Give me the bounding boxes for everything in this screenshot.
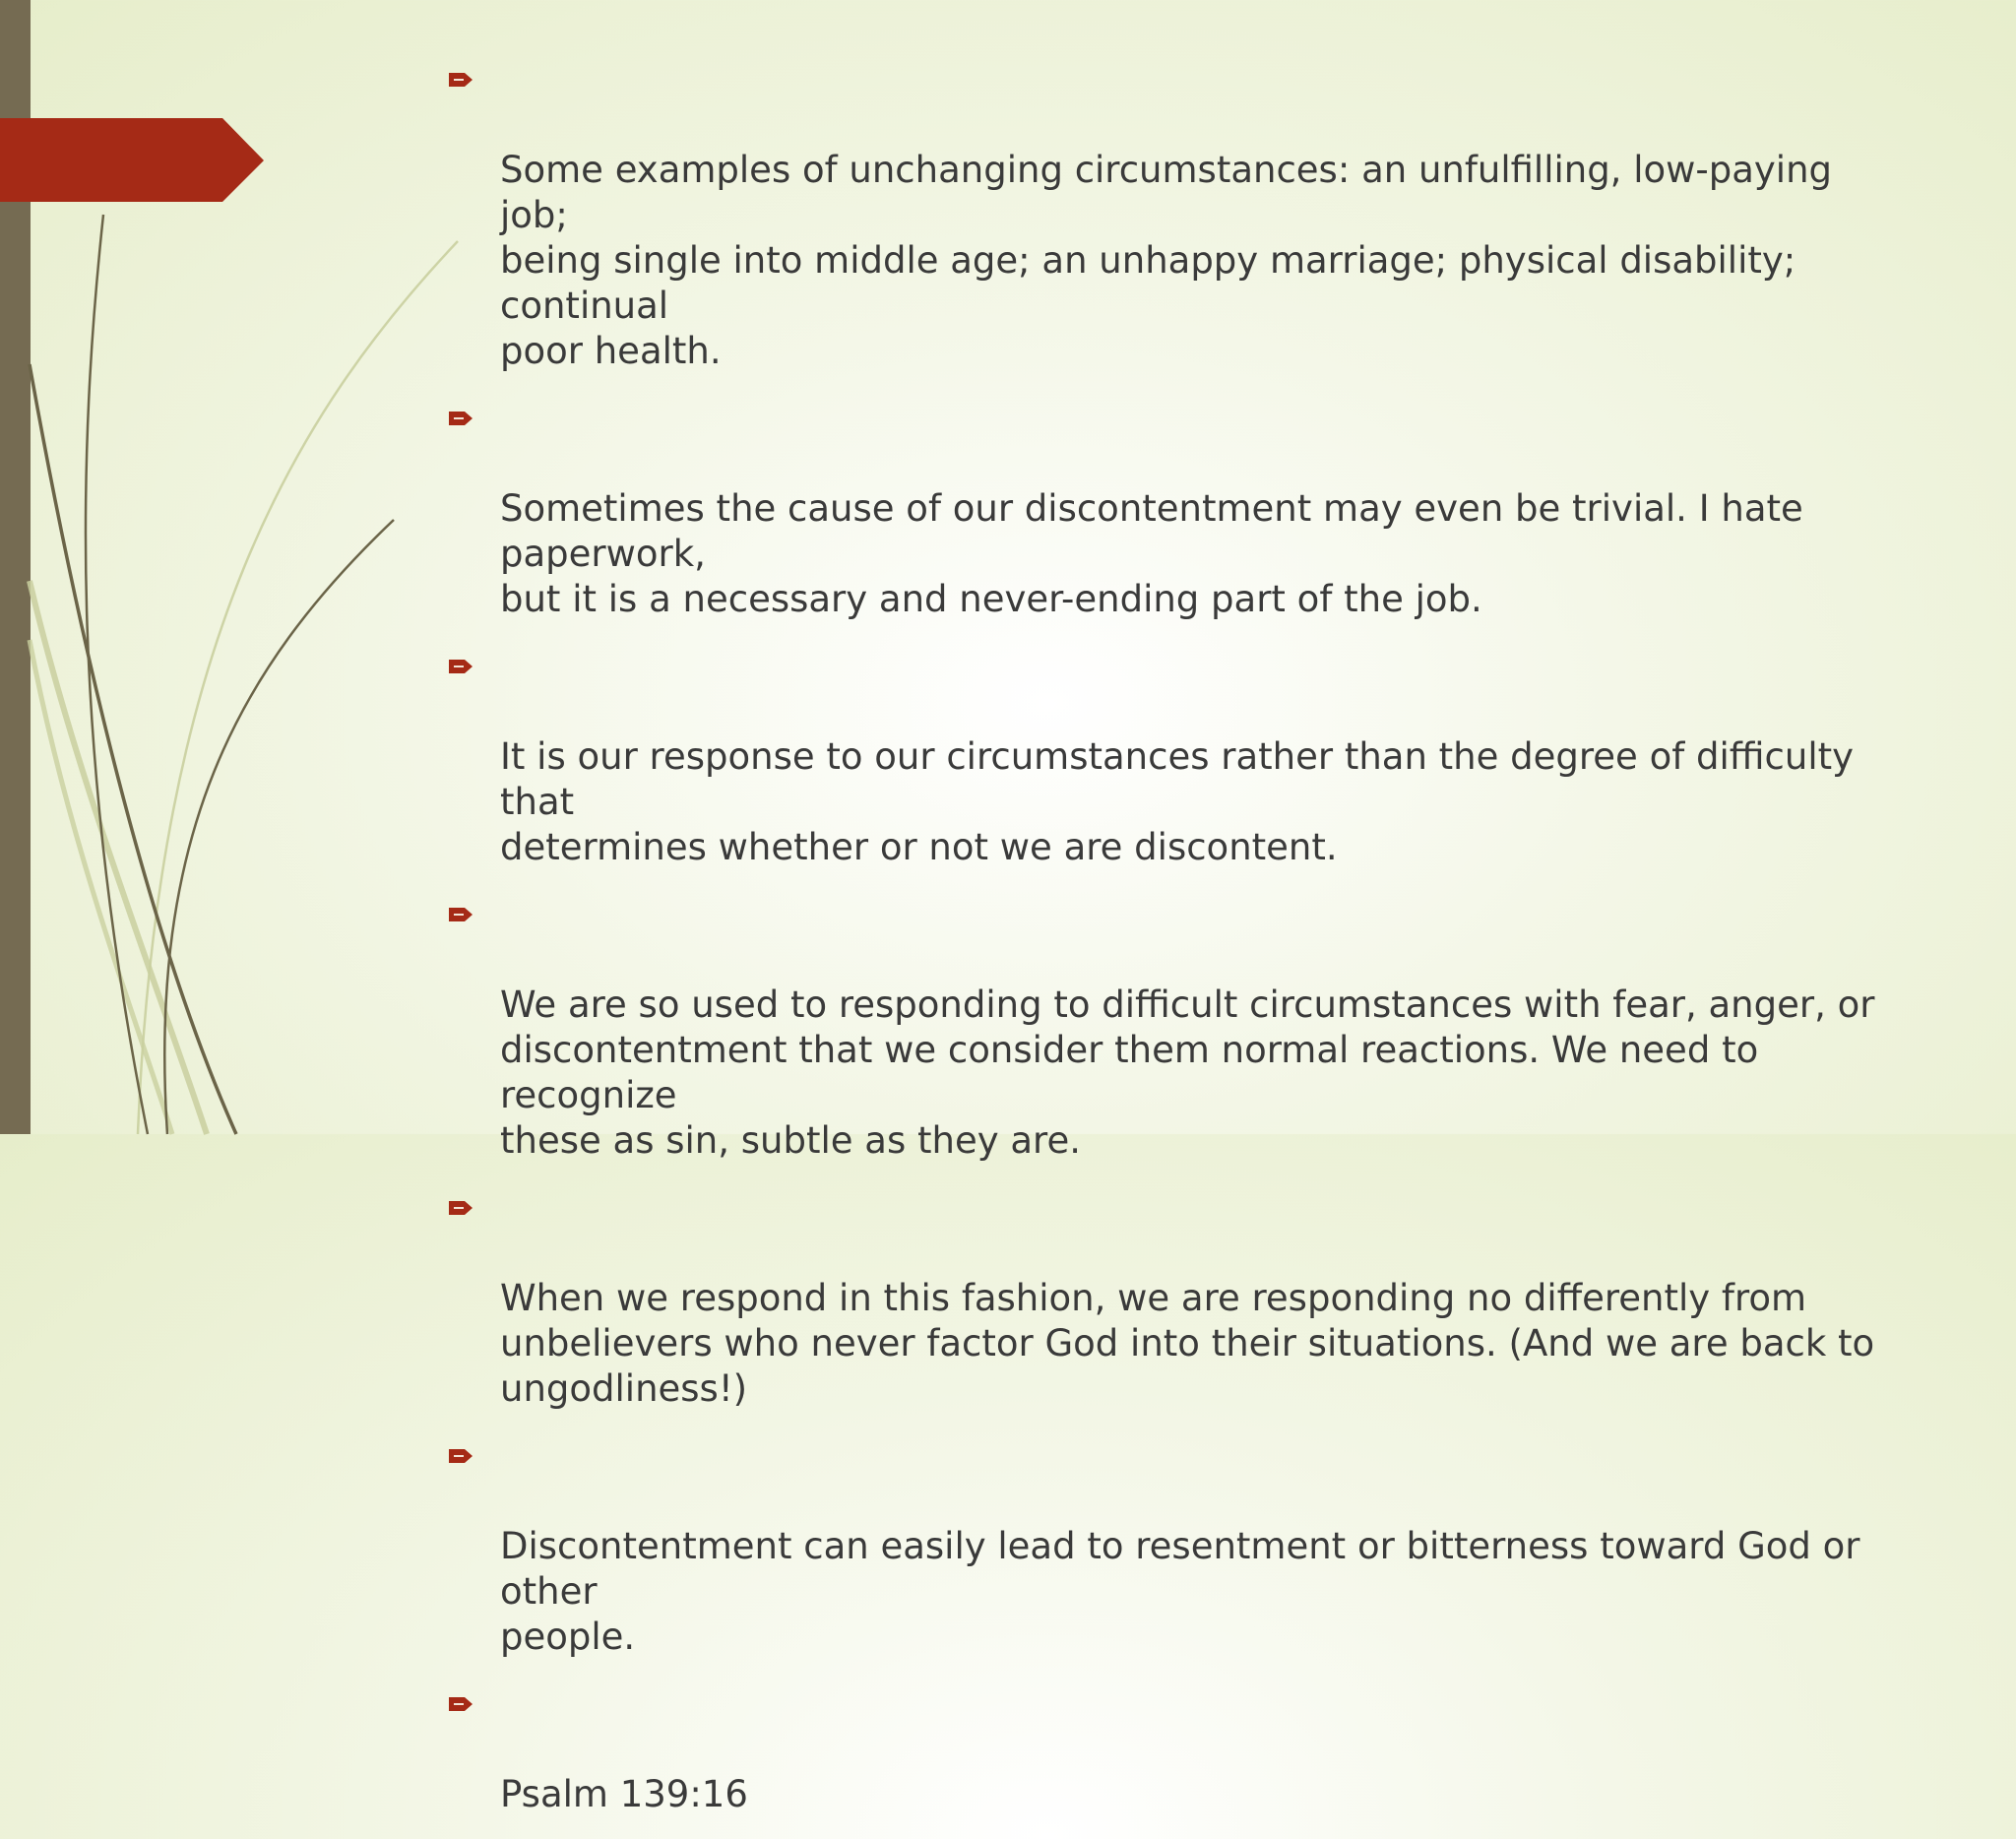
bullet-item xyxy=(441,1185,1898,1412)
arrow-bullet-icon xyxy=(447,657,474,676)
red-arrow-banner xyxy=(0,118,264,202)
decorative-lines xyxy=(0,0,512,1134)
arrow-bullet-icon xyxy=(447,1694,474,1714)
bullet-item xyxy=(441,644,1898,870)
slide-content xyxy=(441,57,1898,1839)
decor-line-dark-1 xyxy=(86,215,148,1134)
bullet-text: Sometimes the cause of our discontentment may even be trivial. I hate paperwork, but it is a necessary and never-ending part of the job. xyxy=(500,487,1803,620)
bullet-item xyxy=(441,396,1898,622)
bullet-text: When we respond in this fashion, we are responding no differently from unbelievers who never factor God into their situations. (And we are back to ungodliness!) xyxy=(500,1277,1875,1410)
bullet-item xyxy=(441,57,1898,374)
bullet-list xyxy=(441,57,1898,1817)
bullet-item xyxy=(441,1433,1898,1660)
arrow-bullet-icon xyxy=(447,905,474,924)
bullet-text: Discontentment can easily lead to resentment or bitterness toward God or other people. xyxy=(500,1525,1860,1658)
decor-line-light-1 xyxy=(30,581,207,1134)
bullet-text: It is our response to our circumstances rather than the degree of difficulty that determines whether or not we are discontent. xyxy=(500,735,1855,868)
bullet-text: Psalm 139:16 xyxy=(500,1773,748,1815)
bullet-text: We are so used to responding to difficult circumstances with fear, anger, or discontentment that we consider them normal reactions. We need to recognize these as sin, subtle as they are. xyxy=(500,983,1875,1162)
arrow-bullet-icon xyxy=(447,1446,474,1466)
arrow-bullet-icon xyxy=(447,409,474,428)
bullet-item xyxy=(441,1681,1898,1817)
bullet-text: Some examples of unchanging circumstances: an unfulfilling, low-paying job; being single into middle age; an unhappy marriage; physical disability; continual poor health. xyxy=(500,149,1833,372)
arrow-bullet-icon xyxy=(447,70,474,90)
arrow-bullet-icon xyxy=(447,1198,474,1218)
bullet-item xyxy=(441,892,1898,1164)
